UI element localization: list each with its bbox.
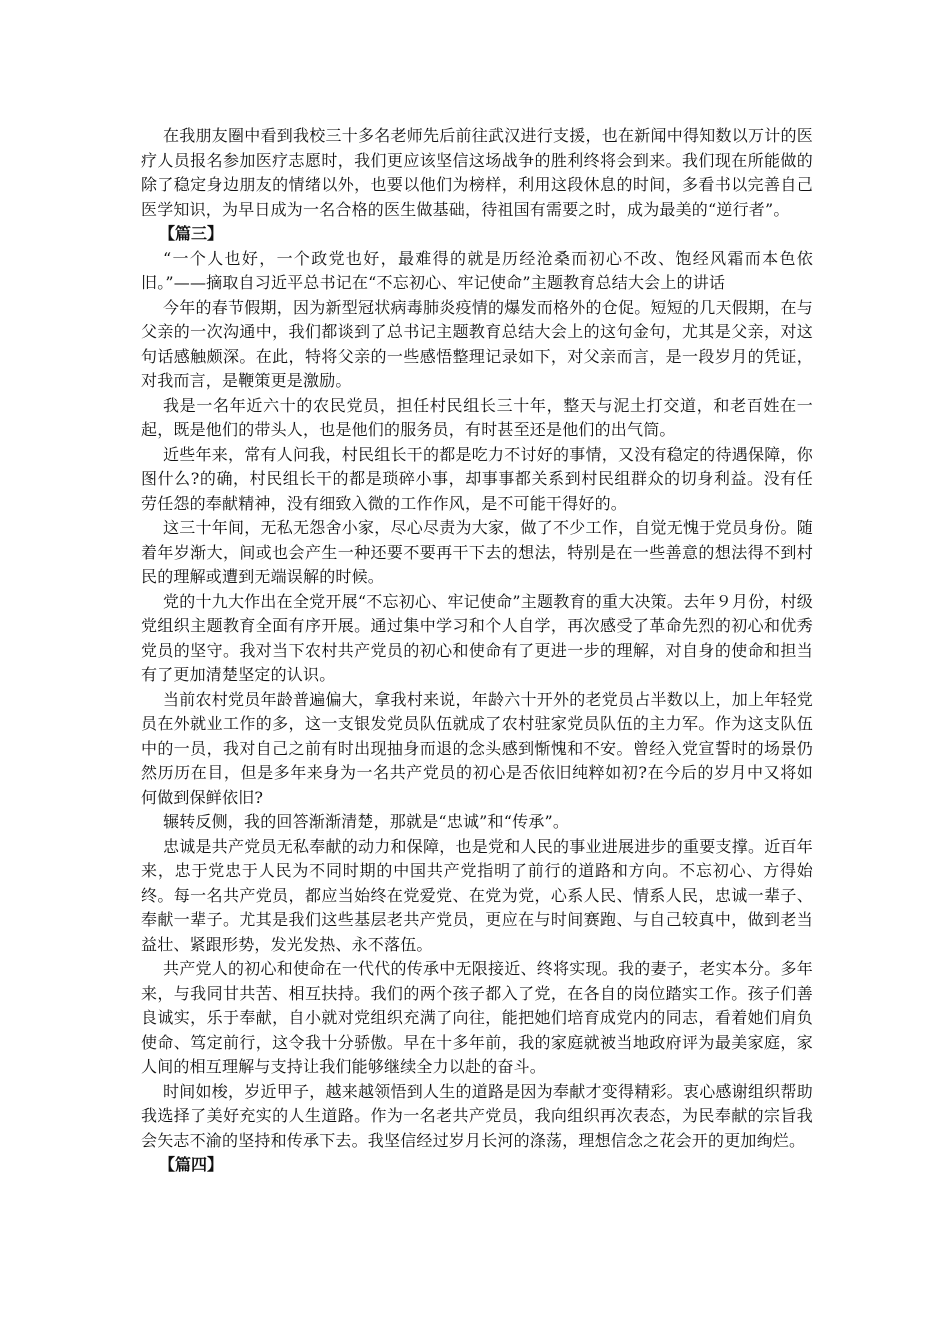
paragraph: 辗转反侧，我的回答渐渐清楚，那就是“忠诚”和“传承”。	[163, 812, 570, 831]
paragraph: 在我朋友圈中看到我校三十多名老师先后前往武汉进行支援，也在新闻中得知数以万计的医疗人员报名参加医疗志愿时，我们更应该坚信这场战争的胜利终将会到来。我们现在所能做的除了稳定身边朋友的情绪以外，也要以他们为榜样，利用这段休息的时间，多看书以完善自己医学知识，为早日成为一名合格的医生做基础，待祖国有需要之时，成为最美的“逆行者”。	[141, 126, 813, 219]
paragraph: 当前农村党员年龄普遍偏大，拿我村来说，年龄六十开外的老党员占半数以上，加上年轻党员在外就业工作的多，这一支银发党员队伍就成了农村驻家党员队伍的主力军。作为这支队伍中的一员，我对自己之前有时出现抽身而退的念头感到惭愧和不安。曾经入党宣誓时的场景仍然历历在目，但是多年来身为一名共产党员的初心是否依旧纯粹如初?在今后的岁月中又将如何做到保鲜依旧?	[141, 689, 813, 807]
paragraph: 今年的春节假期，因为新型冠状病毒肺炎疫情的爆发而格外的仓促。短短的几天假期，在与父亲的一次沟通中，我们都谈到了总书记主题教育总结大会上的这句金句，尤其是父亲，对这句话感触颇深。在此，特将父亲的一些感悟整理记录如下，对父亲而言，是一段岁月的凭证，对我而言，是鞭策更是激励。	[141, 297, 813, 390]
paragraph: 党的十九大作出在全党开展“不忘初心、牢记使命”主题教育的重大决策。去年９月份，村级党组织主题教育全面有序开展。通过集中学习和个人自学，再次感受了革命先烈的初心和优秀党员的坚守。我对当下农村共产党员的初心和使命有了更进一步的理解，对自身的使命和担当有了更加清楚坚定的认识。	[141, 591, 813, 684]
section-heading: 【篇四】	[159, 1155, 224, 1174]
paragraph: 这三十年间，无私无怨舍小家，尽心尽责为大家，做了不少工作，自觉无愧于党员身份。随着年岁渐大，间或也会产生一种还要不要再干下去的想法，特别是在一些善意的想法得不到村民的理解或遭到无端误解的时候。	[141, 518, 813, 586]
paragraph: 忠诚是共产党员无私奉献的动力和保障，也是党和人民的事业进展进步的重要支撑。近百年来，忠于党忠于人民为不同时期的中国共产党指明了前行的道路和方向。不忘初心、方得始终。每一名共产党员，都应当始终在党爱党、在党为党，心系人民、情系人民，忠诚一辈子、奉献一辈子。尤其是我们这些基层老共产党员，更应在与时间赛跑、与自己较真中，做到老当益壮、紧跟形势，发光发热、永不落伍。	[141, 836, 813, 954]
paragraph: 共产党人的初心和使命在一代代的传承中无限接近、终将实现。我的妻子，老实本分。多年来，与我同甘共苦、相互扶持。我们的两个孩子都入了党，在各自的岗位踏实工作。孩子们善良诚实，乐于奉献，自小就对党组织充满了向往，能把她们培育成党内的同志，看着她们肩负使命、笃定前行，这令我十分骄傲。早在十多年前，我的家庭就被当地政府评为最美家庭，家人间的相互理解与支持让我们能够继续全力以赴的奋斗。	[141, 959, 813, 1076]
paragraph: 时间如梭，岁近甲子，越来越领悟到人生的道路是因为奉献才变得精彩。衷心感谢组织帮助我选择了美好充实的人生道路。作为一名老共产党员，我向组织再次表态，为民奉献的宗旨我会矢志不渝的坚持和传承下去。我坚信经过岁月长河的涤荡，理想信念之花会开的更加绚烂。	[141, 1081, 813, 1150]
document-body	[141, 124, 813, 1178]
paragraph: 近些年来，常有人问我，村民组长干的都是吃力不讨好的事情，又没有稳定的待遇保障，你图什么?的确，村民组长干的都是琐碎小事，却事事都关系到村民组群众的切身利益。没有任劳任怨的奉献精神，没有细致入微的工作作风，是不可能干得好的。	[141, 444, 813, 513]
quote-paragraph: “一个人也好，一个政党也好，最难得的就是历经沧桑而初心不改、饱经风霜而本色依旧。”——摘取自习近平总书记在“不忘初心、牢记使命”主题教育总结大会上的讲话	[141, 248, 813, 292]
section-heading: 【篇三】	[159, 224, 224, 243]
paragraph: 我是一名年近六十的农民党员，担任村民组长三十年，整天与泥土打交道，和老百姓在一起，既是他们的带头人，也是他们的服务员，有时甚至还是他们的出气筒。	[141, 395, 813, 439]
